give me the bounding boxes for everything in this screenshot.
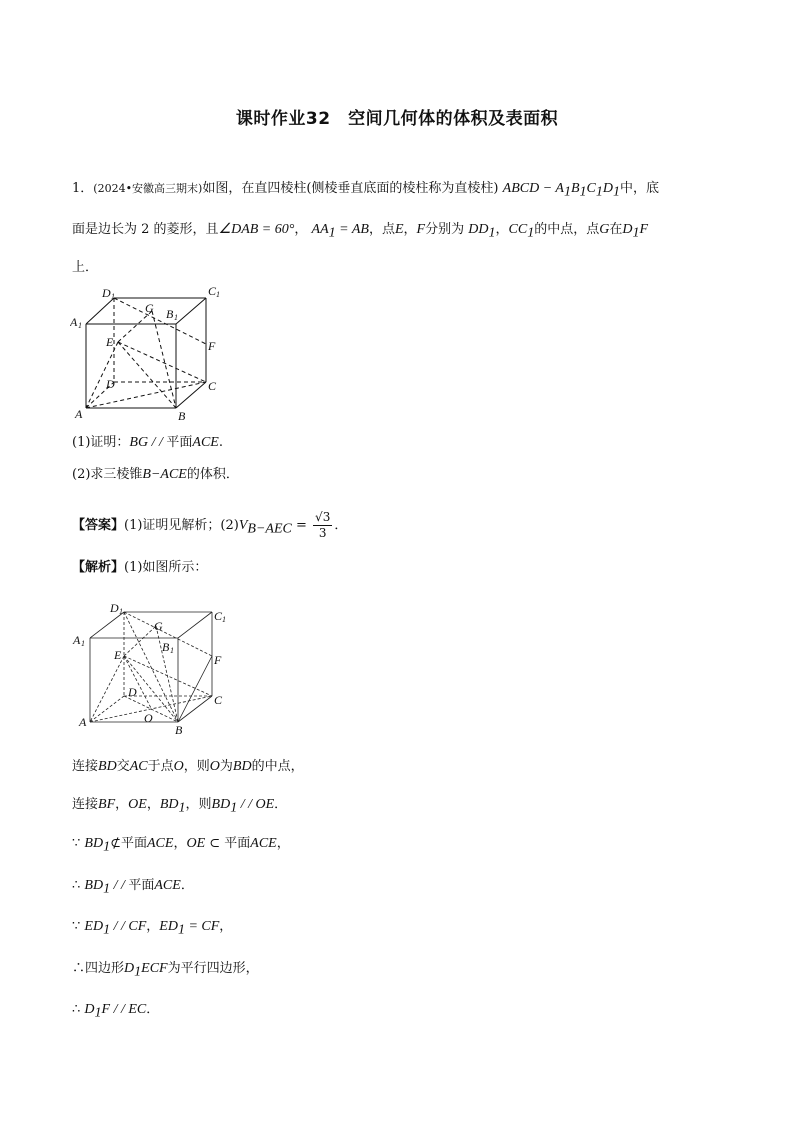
svg-text:1: 1 [78,321,82,330]
label-C: C [208,379,217,393]
question-1: (1)证明：BG / / 平面ACE. [72,435,223,450]
label2-F: F [214,653,222,667]
prism-figure-2 [70,598,240,738]
label2-D: D [128,685,137,699]
label-E: E [106,335,114,349]
label-A: A [75,407,83,421]
label2-G: G [154,619,163,633]
label2-A1: A [73,633,81,647]
svg-text:1: 1 [222,615,226,624]
analysis-step-2: 连接BF，OE，$BD_1$，则$BD_1$ / / OE． [72,797,288,816]
answer-line: 【答案】(1)证明见解析；$(2)V_{B-AEC}$ = $\frac{√3}{3}$ ． [72,510,348,540]
analysis-step-6: ∴四边形$D_1ECF$为平行四边形， [72,961,259,980]
page-title: 课时作业32 空间几何体的体积及表面积 [235,109,559,129]
label2-C: C [214,693,223,707]
svg-text:1: 1 [216,290,220,299]
label-A1: A [70,315,78,329]
svg-text:1: 1 [111,292,115,301]
label2-E: E [114,648,122,662]
analysis-step-5: ∵ $ED_1$ / / CF，$ED_1$ = CF， [72,919,233,938]
problem-line-1: 1．(2024•安徽高三期末)如图，在直四棱柱(侧棱垂直底面的棱柱称为直棱柱) ABCD − $A_1B_1C_1D_1$中，底 [72,181,660,200]
svg-text:1: 1 [170,646,174,655]
label2-B1: B [162,640,170,654]
label-D: D [106,377,115,391]
question-2: (2)求三棱锥B−ACE的体积． [72,467,239,482]
fraction-sqrt3-over-3: $\frac{√3}{3}$ [315,510,331,540]
svg-text:1: 1 [119,607,123,616]
label-C1: C [208,284,217,298]
analysis-step-3: ∵ $BD_1⊄$平面ACE，OE ⊂ 平面ACE， [72,836,290,855]
label-B: B [178,409,186,423]
prism-figure-1 [70,284,230,424]
label-G: G [145,301,154,315]
label2-C1: C [214,609,223,623]
analysis-header: 【解析】(1)如图所示： [72,560,208,575]
label-B1: B [166,307,174,321]
problem-line-3: 上． [72,260,99,275]
label2-O: O [144,711,153,725]
label2-D1: D [110,601,119,615]
analysis-step-4: ∴ $BD_1$ / / 平面ACE． [72,878,194,897]
label-D1: D [102,286,111,300]
analysis-step-1: 连接BD交AC于点O，则O为BD的中点， [72,759,304,774]
label2-A: A [79,715,87,729]
problem-line-2: 面是边长为 2 的菱形，且∠DAB = 60°， $AA_1$ = AB，点E，F分别为 $DD_1$，$CC_1$的中点，点G在$D_1F$ [72,222,649,241]
label2-B: B [175,723,183,737]
label-F: F [208,339,216,353]
svg-text:1: 1 [174,313,178,322]
analysis-step-7: ∴ $D_1F$ / / EC． [72,1002,160,1021]
svg-text:1: 1 [81,639,85,648]
